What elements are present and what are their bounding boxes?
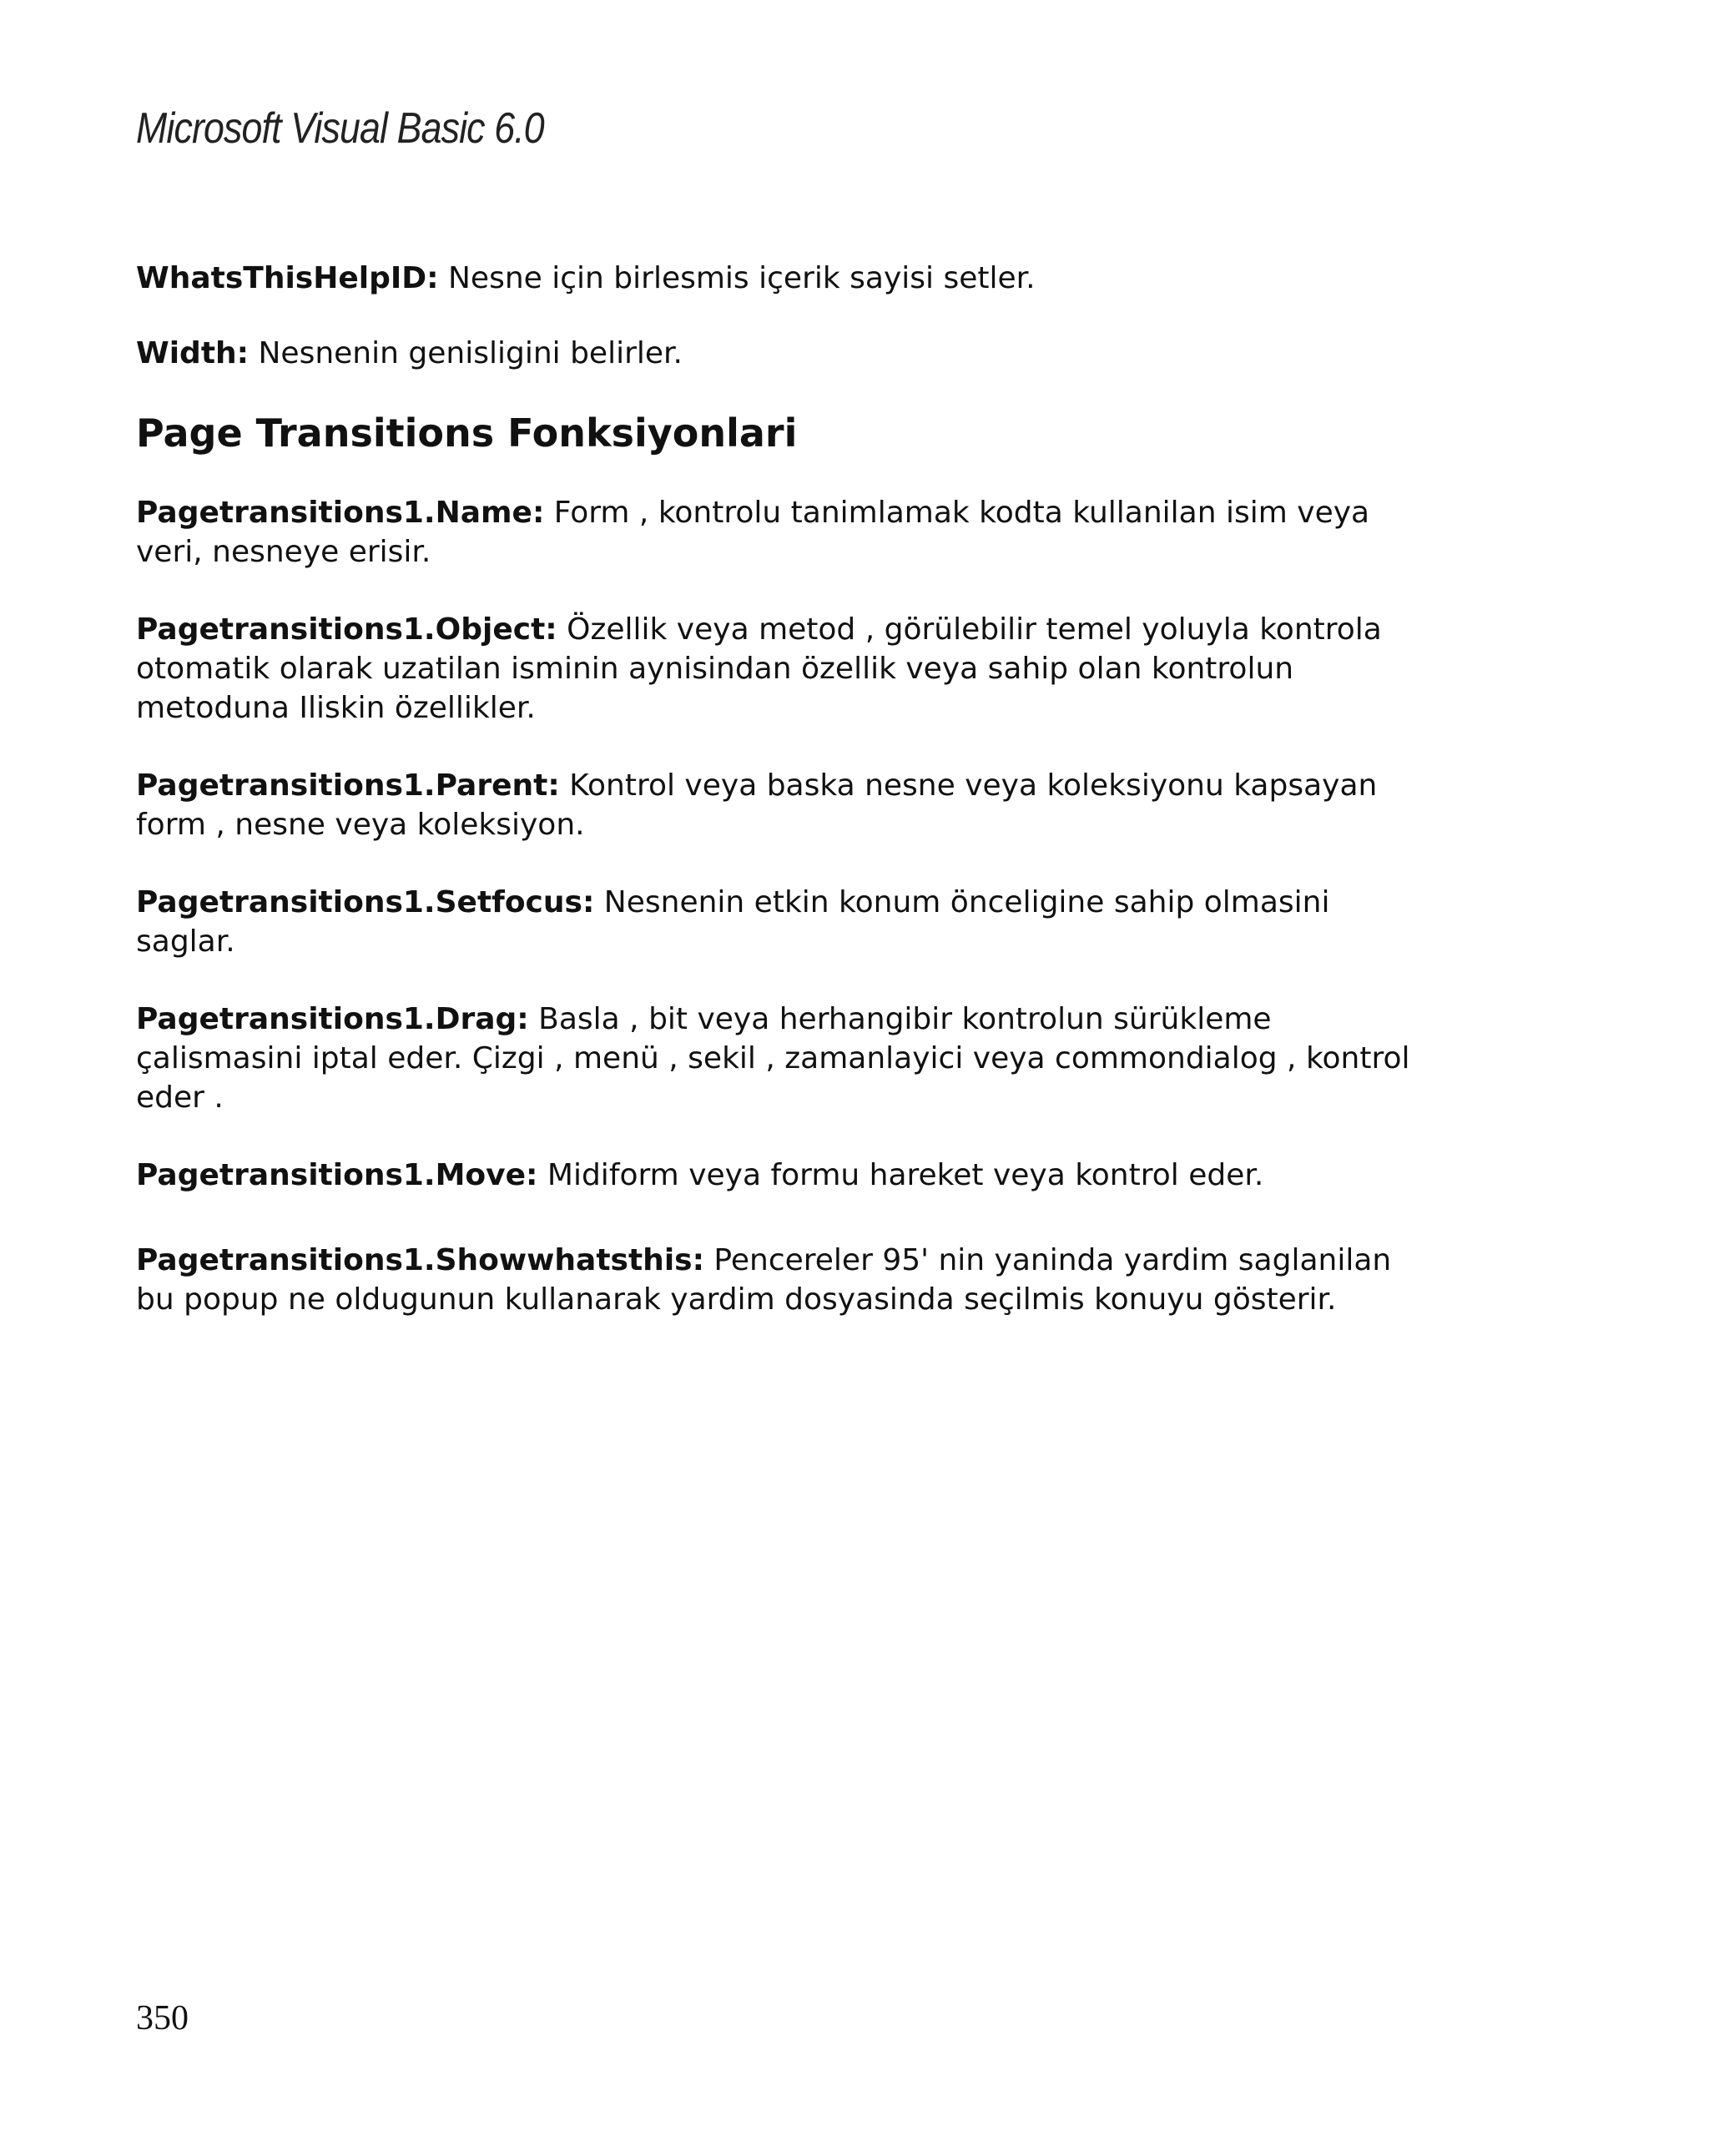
definition-drag (136, 1000, 1438, 1117)
definition-move (136, 1156, 1438, 1195)
page-content (136, 259, 1438, 1319)
definition-term: Pagetransitions1.Object: (136, 612, 557, 647)
definition-width (136, 334, 1438, 373)
definition-term: Width: (136, 336, 250, 370)
definition-text: Özellik veya metod , görülebilir temel yoluyla kontrola otomatik olarak uzatilan isminin aynisindan özellik veya sahip olan kontrolun metoduna Iliskin özellikler. (136, 612, 1382, 725)
definition-text: Nesnenin etkin konum önceligine sahip olmasini saglar. (136, 885, 1330, 959)
page-number: 350 (136, 1999, 189, 2038)
definition-text: Kontrol veya baska nesne veya koleksiyonu kapsayan form , nesne veya koleksiyon. (136, 768, 1378, 842)
definition-object (136, 610, 1438, 728)
definition-term: Pagetransitions1.Name: (136, 496, 545, 530)
definition-setfocus (136, 883, 1438, 961)
definition-text: Nesne için birlesmis içerik sayisi setler. (438, 261, 1036, 295)
definition-term: Pagetransitions1.Setfocus: (136, 885, 595, 919)
definition-name (136, 493, 1438, 572)
definition-term: Pagetransitions1.Showwhatsthis: (136, 1243, 704, 1277)
definition-term: WhatsThisHelpID: (136, 261, 439, 295)
definition-text: Basla , bit veya herhangibir kontrolun sürükleme çalismasini iptal eder. Çizgi , menü , sekil , zamanlayici veya commondialog , kontrol eder . (136, 1002, 1410, 1115)
section-heading: Page Transitions Fonksiyonlari (136, 411, 798, 456)
definition-text: Midiform veya formu hareket veya kontrol eder. (537, 1158, 1264, 1192)
definition-whatsthishelpid (136, 259, 1438, 298)
definition-term: Pagetransitions1.Parent: (136, 768, 560, 803)
definition-parent (136, 766, 1438, 844)
definition-text: Pencereler 95' nin yaninda yardim saglanilan bu popup ne oldugunun kullanarak yardim dosyasinda seçilmis konuyu gösterir. (136, 1243, 1392, 1317)
definition-showwhatsthis (136, 1241, 1438, 1319)
definition-text: Nesnenin genisligini belirler. (249, 336, 683, 370)
definition-term: Pagetransitions1.Move: (136, 1158, 538, 1192)
running-header: Microsoft Visual Basic 6.0 (136, 104, 544, 153)
definition-text: Form , kontrolu tanimlamak kodta kullanilan isim veya veri, nesneye erisir. (136, 496, 1370, 569)
definition-term: Pagetransitions1.Drag: (136, 1002, 529, 1036)
